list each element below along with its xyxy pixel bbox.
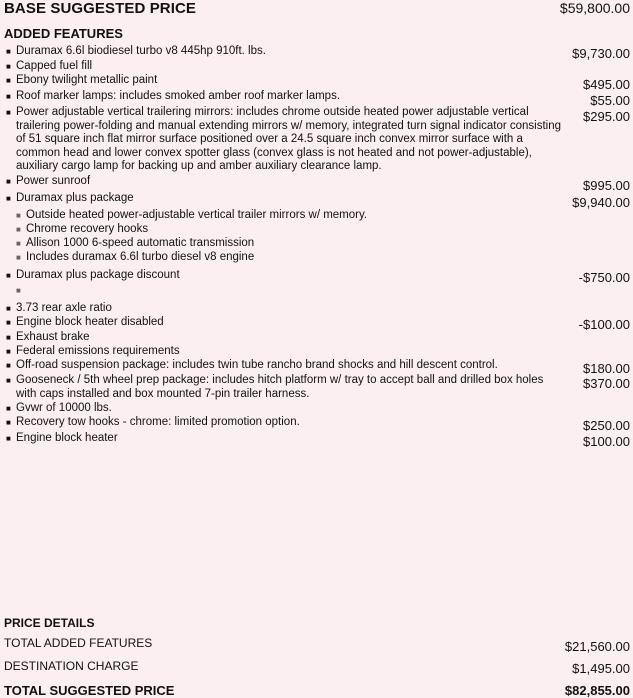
bullet-icon: ■ (16, 239, 21, 248)
list-item: ■ Power adjustable vertical trailering mirrors: includes chrome outside heated power adjustable vertical trailering power-folding and manual extending mirrors w/ memory, integrated turn signal indicator consisting of 51 square inch flat mirror surface positioned over a 24.5 square inch convex mirror surface with a common head and lower convex spotter glass (convex glass is not heated and not power-adjustable), auxiliary cargo lamp for backing up and amber auxiliary clearance lamp. (6, 106, 562, 173)
bullet-icon: ■ (16, 225, 21, 234)
total-value: $82,855.00 (564, 683, 630, 698)
bullet-icon: ■ (6, 108, 11, 117)
item-price: $370.00 (583, 376, 630, 391)
list-item: ■ Roof marker lamps: includes smoked amber roof marker lamps. (6, 90, 341, 102)
item-price: $295.00 (583, 109, 630, 124)
item-price: $55.00 (590, 93, 630, 108)
item-price: $100.00 (583, 434, 630, 449)
bullet-icon: ■ (6, 271, 11, 280)
bullet-icon: ■ (6, 304, 11, 313)
base-price-value: $59,800.00 (559, 0, 630, 16)
bullet-icon: ■ (6, 361, 11, 370)
item-price: $250.00 (583, 418, 630, 433)
bullet-icon: ■ (6, 404, 11, 413)
price-details-heading: PRICE DETAILS (4, 616, 95, 630)
bullet-icon: ■ (6, 347, 11, 356)
bullet-icon: ■ (6, 194, 11, 203)
item-price: -$750.00 (578, 270, 630, 285)
bullet-icon: ■ (6, 177, 11, 186)
added-features-heading: ADDED FEATURES (4, 26, 123, 41)
bullet-icon: ■ (6, 434, 11, 443)
sub-list-item: ■ Includes duramax 6.6l turbo diesel v8 engine (16, 251, 255, 263)
list-item: ■ Recovery tow hooks - chrome: limited promotion option. (6, 416, 300, 428)
item-price: $180.00 (583, 361, 630, 376)
list-item: ■ Off-road suspension package: includes twin tube rancho brand shocks and hill descent control. (6, 359, 498, 371)
destination-value: $1,495.00 (572, 661, 630, 676)
bullet-icon: ■ (6, 318, 11, 327)
list-item: ■ Engine block heater disabled (6, 316, 164, 328)
list-item: ■ Exhaust brake (6, 331, 90, 343)
list-item: ■ Duramax plus package (6, 192, 134, 204)
list-item: ■ Ebony twilight metallic paint (6, 74, 158, 86)
sub-list-item: ■ Chrome recovery hooks (16, 223, 149, 235)
base-price-label: BASE SUGGESTED PRICE (4, 0, 197, 17)
item-price: $995.00 (583, 178, 630, 193)
list-item: ■ Capped fuel fill (6, 60, 93, 72)
list-item: ■ Duramax plus package discount (6, 269, 180, 281)
list-item: ■ Engine block heater (6, 432, 118, 444)
sub-list-item: ■ Allison 1000 6-speed automatic transmission (16, 237, 255, 249)
destination-label: DESTINATION CHARGE (4, 659, 139, 673)
list-item: ■ 3.73 rear axle ratio (6, 302, 112, 314)
sub-list-item: ■ Outside heated power-adjustable vertical trailer mirrors w/ memory. (16, 209, 368, 221)
bullet-icon: ■ (16, 253, 21, 262)
list-item: ■ Power sunroof (6, 175, 91, 187)
total-label: TOTAL SUGGESTED PRICE (4, 683, 175, 698)
item-price: $495.00 (583, 77, 630, 92)
bullet-icon: ■ (6, 76, 11, 85)
bullet-icon: ■ (6, 92, 11, 101)
bullet-icon: ■ (6, 47, 11, 56)
bullet-icon: ■ (6, 418, 11, 427)
list-item: ■ Duramax 6.6l biodiesel turbo v8 445hp 910ft. lbs. (6, 45, 266, 57)
list-item: ■ Federal emissions requirements (6, 345, 180, 357)
total-added-value: $21,560.00 (564, 639, 630, 654)
list-item: ■ Gooseneck / 5th wheel prep package: includes hitch platform w/ tray to accept ball and drilled box holes with caps installed and box mounted 7-pin trailer harness. (6, 374, 544, 400)
bullet-icon: ■ (16, 286, 21, 295)
total-added-label: TOTAL ADDED FEATURES (4, 636, 153, 650)
bullet-icon: ■ (6, 376, 11, 385)
item-price: $9,940.00 (572, 195, 630, 210)
list-item: ■ Gvwr of 10000 lbs. (6, 402, 112, 414)
item-price: -$100.00 (578, 317, 630, 332)
item-price: $9,730.00 (572, 46, 630, 61)
bullet-icon: ■ (6, 333, 11, 342)
bullet-icon: ■ (16, 211, 21, 220)
bullet-icon: ■ (6, 62, 11, 71)
